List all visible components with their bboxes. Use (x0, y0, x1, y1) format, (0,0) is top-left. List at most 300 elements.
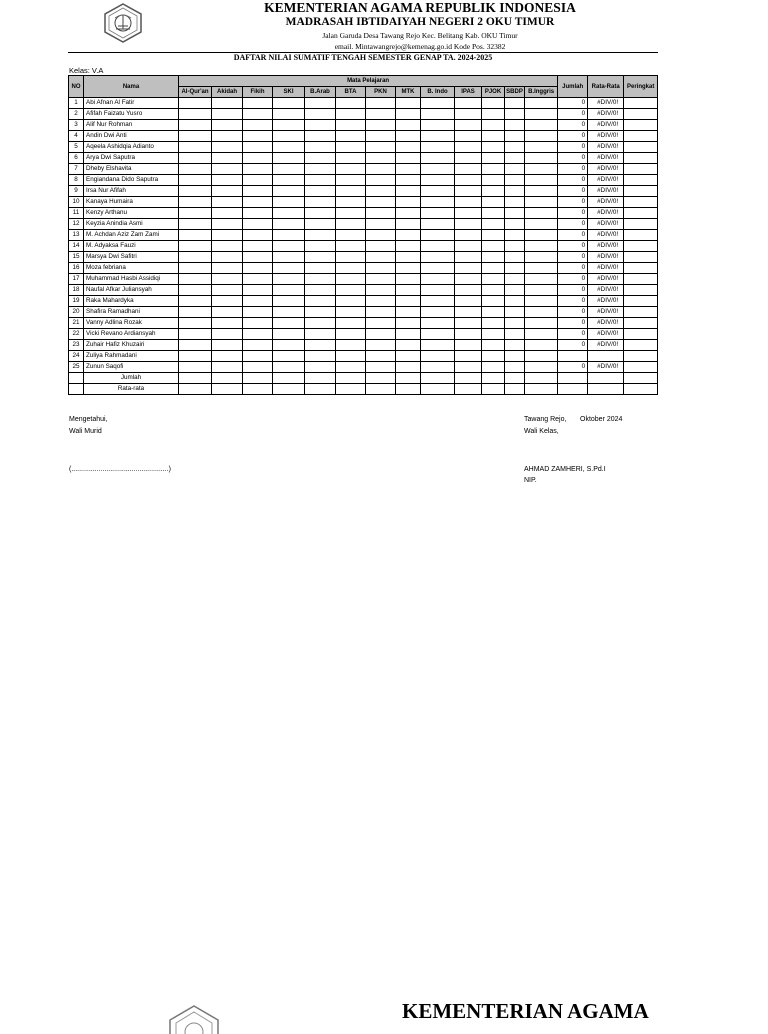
grade-cell (455, 230, 482, 241)
average-cell (588, 373, 624, 384)
grade-cell (179, 109, 212, 120)
grade-cell (455, 373, 482, 384)
table-row (69, 318, 658, 329)
rank-cell (624, 219, 658, 230)
grade-cell (179, 197, 212, 208)
table-row (69, 186, 658, 197)
grade-cell (366, 296, 396, 307)
grade-cell (366, 373, 396, 384)
grade-cell (421, 362, 455, 373)
grade-cell (525, 98, 558, 109)
grade-cell (305, 384, 336, 395)
grade-cell (243, 208, 273, 219)
grade-cell (421, 153, 455, 164)
grade-cell (273, 296, 305, 307)
grade-cell (212, 164, 243, 175)
footer-teacher-label: Wali Kelas, (524, 428, 559, 435)
student-name: Moza febriana (84, 263, 179, 274)
header-subject: B. Indo (421, 87, 455, 98)
grade-cell (396, 197, 421, 208)
total-cell (558, 384, 588, 395)
grade-cell (273, 197, 305, 208)
grade-cell (396, 285, 421, 296)
grade-cell (212, 274, 243, 285)
rank-cell (624, 120, 658, 131)
total-cell: 0 (558, 296, 588, 307)
table-row (69, 384, 658, 395)
total-cell: 0 (558, 329, 588, 340)
total-cell: 0 (558, 109, 588, 120)
grade-cell (243, 153, 273, 164)
grade-cell (273, 164, 305, 175)
kemenag-logo-icon (102, 3, 144, 43)
grade-cell (455, 340, 482, 351)
total-cell (558, 373, 588, 384)
grade-cell (243, 98, 273, 109)
grade-cell (305, 351, 336, 362)
grade-cell (243, 164, 273, 175)
grade-cell (366, 120, 396, 131)
grade-cell (179, 274, 212, 285)
student-number: 12 (69, 219, 84, 230)
grade-cell (482, 153, 505, 164)
table-row (69, 362, 658, 373)
grade-cell (366, 142, 396, 153)
grade-cell (455, 208, 482, 219)
rank-cell (624, 274, 658, 285)
student-name: Zuhair Hafiz Khuzairi (84, 340, 179, 351)
grade-cell (212, 318, 243, 329)
grade-cell (396, 351, 421, 362)
header-nama: Nama (84, 76, 179, 98)
student-number: 7 (69, 164, 84, 175)
grade-cell (482, 98, 505, 109)
grade-cell (305, 307, 336, 318)
average-cell: #DIV/0! (588, 329, 624, 340)
grade-cell (396, 208, 421, 219)
grade-cell (525, 329, 558, 340)
student-number: 8 (69, 175, 84, 186)
grade-cell (305, 109, 336, 120)
header-peringkat: Peringkat (624, 76, 658, 98)
grade-cell (243, 252, 273, 263)
student-name: Naufal Afkar Juliansyah (84, 285, 179, 296)
grade-cell (482, 230, 505, 241)
grade-cell (273, 230, 305, 241)
grade-cell (525, 351, 558, 362)
average-cell: #DIV/0! (588, 219, 624, 230)
grade-cell (421, 120, 455, 131)
student-number: 3 (69, 120, 84, 131)
grade-cell (179, 318, 212, 329)
grade-cell (212, 329, 243, 340)
grade-cell (179, 285, 212, 296)
average-cell: #DIV/0! (588, 318, 624, 329)
grade-cell (525, 252, 558, 263)
student-name: Kanaya Humaira (84, 197, 179, 208)
rank-cell (624, 285, 658, 296)
rank-cell (624, 340, 658, 351)
rank-cell (624, 263, 658, 274)
average-cell: #DIV/0! (588, 186, 624, 197)
grade-cell (366, 329, 396, 340)
table-row (69, 296, 658, 307)
student-number: 9 (69, 186, 84, 197)
grade-cell (505, 109, 525, 120)
rank-cell (624, 142, 658, 153)
kemenag-logo-icon (166, 1004, 222, 1034)
student-number: 2 (69, 109, 84, 120)
grade-cell (212, 120, 243, 131)
student-name: Alif Nur Rohman (84, 120, 179, 131)
class-label: Kelas: V.A (69, 66, 104, 75)
grade-cell (212, 351, 243, 362)
student-name: Arya Dwi Saputra (84, 153, 179, 164)
grade-cell (396, 296, 421, 307)
grade-cell (421, 197, 455, 208)
grade-cell (455, 296, 482, 307)
grade-cell (336, 197, 366, 208)
grade-cell (366, 219, 396, 230)
total-cell: 0 (558, 153, 588, 164)
grade-cell (212, 373, 243, 384)
grade-cell (212, 175, 243, 186)
student-name: Dheby Elshavita (84, 164, 179, 175)
grade-cell (305, 241, 336, 252)
grade-cell (482, 142, 505, 153)
student-name: Kenzy Arthanu (84, 208, 179, 219)
grade-cell (505, 362, 525, 373)
grade-cell (396, 175, 421, 186)
average-cell: #DIV/0! (588, 131, 624, 142)
student-number: 11 (69, 208, 84, 219)
grade-cell (273, 362, 305, 373)
total-cell: 0 (558, 241, 588, 252)
grade-cell (179, 329, 212, 340)
grade-cell (505, 120, 525, 131)
average-cell: #DIV/0! (588, 153, 624, 164)
table-row (69, 164, 658, 175)
grade-cell (525, 274, 558, 285)
grade-cell (366, 384, 396, 395)
header-ministry: KEMENTERIAN AGAMA REPUBLIK INDONESIA (264, 0, 576, 15)
grade-cell (273, 142, 305, 153)
rank-cell (624, 241, 658, 252)
rank-cell (624, 197, 658, 208)
student-name: Shafira Ramadhani (84, 307, 179, 318)
grade-cell (396, 219, 421, 230)
total-cell: 0 (558, 340, 588, 351)
total-cell: 0 (558, 208, 588, 219)
grade-cell (482, 307, 505, 318)
grade-cell (305, 120, 336, 131)
grade-cell (505, 384, 525, 395)
average-cell: #DIV/0! (588, 98, 624, 109)
student-name: Afifah Faizatu Yusro (84, 109, 179, 120)
table-row (69, 219, 658, 230)
grade-cell (482, 131, 505, 142)
student-number: 25 (69, 362, 84, 373)
rank-cell (624, 164, 658, 175)
average-cell: #DIV/0! (588, 142, 624, 153)
grade-cell (366, 109, 396, 120)
grade-cell (273, 186, 305, 197)
grade-cell (336, 186, 366, 197)
table-row (69, 208, 658, 219)
grade-cell (305, 296, 336, 307)
grade-cell (366, 263, 396, 274)
grade-cell (396, 241, 421, 252)
total-cell: 0 (558, 252, 588, 263)
grade-cell (179, 208, 212, 219)
footer-parent-signature: (..................................................) (69, 466, 171, 473)
grade-cell (305, 252, 336, 263)
student-number: 4 (69, 131, 84, 142)
grade-cell (243, 373, 273, 384)
grade-cell (366, 285, 396, 296)
grade-cell (273, 241, 305, 252)
grade-cell (455, 384, 482, 395)
grade-cell (336, 285, 366, 296)
grade-cell (505, 307, 525, 318)
grade-cell (421, 329, 455, 340)
total-cell: 0 (558, 164, 588, 175)
grade-cell (179, 340, 212, 351)
summary-row-rata: Rata-rata (84, 384, 179, 395)
grade-cell (212, 186, 243, 197)
grade-cell (305, 274, 336, 285)
grade-cell (525, 263, 558, 274)
grade-cell (482, 329, 505, 340)
header-subject: IPAS (455, 87, 482, 98)
grade-cell (482, 362, 505, 373)
grade-cell (455, 164, 482, 175)
grade-cell (273, 340, 305, 351)
table-row (69, 285, 658, 296)
grade-cell (273, 219, 305, 230)
grade-cell (366, 186, 396, 197)
grade-cell (525, 296, 558, 307)
grade-cell (366, 241, 396, 252)
grade-cell (525, 340, 558, 351)
grade-cell (505, 373, 525, 384)
grade-cell (336, 274, 366, 285)
grade-cell (305, 219, 336, 230)
student-number: 15 (69, 252, 84, 263)
average-cell: #DIV/0! (588, 120, 624, 131)
student-name: Aqeela Ashidqia Adianto (84, 142, 179, 153)
table-row (69, 307, 658, 318)
grade-cell (505, 175, 525, 186)
grade-cell (525, 186, 558, 197)
grade-cell (212, 307, 243, 318)
total-cell: 0 (558, 274, 588, 285)
grade-cell (482, 384, 505, 395)
header-subject: PKN (366, 87, 396, 98)
grade-cell (525, 219, 558, 230)
student-name: Keyzia Anindia Asmi (84, 219, 179, 230)
grade-cell (455, 219, 482, 230)
average-cell: #DIV/0! (588, 109, 624, 120)
grade-cell (305, 186, 336, 197)
grade-cell (455, 307, 482, 318)
grade-cell (179, 142, 212, 153)
grade-cell (179, 219, 212, 230)
grade-cell (455, 120, 482, 131)
total-cell: 0 (558, 120, 588, 131)
rank-cell (624, 98, 658, 109)
grade-cell (243, 362, 273, 373)
header-subject: BTA (336, 87, 366, 98)
total-cell: 0 (558, 318, 588, 329)
grade-cell (455, 362, 482, 373)
grade-cell (336, 384, 366, 395)
grade-cell (212, 208, 243, 219)
rank-cell (624, 373, 658, 384)
grade-cell (212, 252, 243, 263)
grade-cell (525, 307, 558, 318)
student-number: 16 (69, 263, 84, 274)
student-name: Vanny Adlina Rozak (84, 318, 179, 329)
grade-cell (482, 197, 505, 208)
grade-cell (525, 131, 558, 142)
grade-cell (525, 230, 558, 241)
grade-cell (455, 142, 482, 153)
grade-cell (243, 318, 273, 329)
grade-cell (243, 219, 273, 230)
grade-cell (366, 340, 396, 351)
grade-cell (366, 164, 396, 175)
student-number: 13 (69, 230, 84, 241)
header-jumlah: Jumlah (558, 76, 588, 98)
average-cell (588, 351, 624, 362)
grade-cell (396, 318, 421, 329)
grade-cell (482, 318, 505, 329)
grade-cell (336, 131, 366, 142)
grade-cell (525, 120, 558, 131)
grade-cell (179, 230, 212, 241)
grade-cell (336, 329, 366, 340)
grade-cell (366, 307, 396, 318)
average-cell: #DIV/0! (588, 164, 624, 175)
grade-cell (212, 384, 243, 395)
rank-cell (624, 318, 658, 329)
grade-cell (455, 109, 482, 120)
grade-cell (366, 318, 396, 329)
student-name: Engiandana Dido Saputra (84, 175, 179, 186)
grade-cell (505, 263, 525, 274)
table-row (69, 131, 658, 142)
grade-cell (455, 186, 482, 197)
grade-cell (336, 230, 366, 241)
grade-cell (396, 384, 421, 395)
grade-cell (305, 153, 336, 164)
table-row (69, 120, 658, 131)
total-cell: 0 (558, 98, 588, 109)
grade-cell (505, 219, 525, 230)
grade-cell (482, 120, 505, 131)
grade-cell (273, 263, 305, 274)
document-title: DAFTAR NILAI SUMATIF TENGAH SEMESTER GENAP TA. 2024-2025 (233, 53, 493, 62)
total-cell: 0 (558, 362, 588, 373)
header-subject: MTK (396, 87, 421, 98)
grade-cell (525, 109, 558, 120)
grade-cell (243, 120, 273, 131)
grade-cell (421, 296, 455, 307)
grade-cell (525, 175, 558, 186)
average-cell: #DIV/0! (588, 208, 624, 219)
footer-acknowledged: Mengetahui, (69, 416, 108, 423)
summary-no-cell (69, 384, 84, 395)
total-cell: 0 (558, 197, 588, 208)
grade-cell (243, 241, 273, 252)
grade-cell (243, 307, 273, 318)
grade-cell (336, 142, 366, 153)
grade-cell (273, 208, 305, 219)
grade-cell (336, 351, 366, 362)
grade-cell (179, 120, 212, 131)
student-name: Zuliya Rahmadani (84, 351, 179, 362)
header-no: NO (69, 76, 84, 98)
grade-cell (396, 109, 421, 120)
header-subject: SBDP (505, 87, 525, 98)
table-row (69, 340, 658, 351)
footer-teacher-name: AHMAD ZAMHERI, S.Pd.I (524, 466, 606, 473)
grade-cell (336, 373, 366, 384)
footer-date: Oktober 2024 (580, 416, 623, 423)
student-name: Abi Afnan Al Fatir (84, 98, 179, 109)
grade-cell (179, 351, 212, 362)
grade-cell (505, 351, 525, 362)
grade-cell (336, 296, 366, 307)
grade-cell (396, 340, 421, 351)
student-number: 10 (69, 197, 84, 208)
total-cell: 0 (558, 263, 588, 274)
grade-cell (421, 285, 455, 296)
grade-cell (505, 296, 525, 307)
total-cell (558, 351, 588, 362)
student-number: 20 (69, 307, 84, 318)
grade-cell (336, 252, 366, 263)
grade-cell (421, 351, 455, 362)
total-cell: 0 (558, 219, 588, 230)
grade-cell (243, 109, 273, 120)
table-row (69, 175, 658, 186)
student-number: 19 (69, 296, 84, 307)
grades-table (68, 75, 658, 395)
grade-cell (212, 340, 243, 351)
grade-cell (482, 175, 505, 186)
grade-cell (421, 274, 455, 285)
grade-cell (505, 329, 525, 340)
grade-cell (421, 263, 455, 274)
grade-cell (455, 263, 482, 274)
grade-cell (366, 230, 396, 241)
grade-cell (421, 208, 455, 219)
grade-cell (273, 373, 305, 384)
grade-cell (336, 164, 366, 175)
grade-cell (482, 252, 505, 263)
average-cell: #DIV/0! (588, 362, 624, 373)
grade-cell (179, 164, 212, 175)
total-cell: 0 (558, 307, 588, 318)
grade-cell (243, 175, 273, 186)
grade-cell (455, 318, 482, 329)
grade-cell (455, 274, 482, 285)
header-subject: Akidah (212, 87, 243, 98)
grade-cell (212, 153, 243, 164)
grade-cell (505, 142, 525, 153)
